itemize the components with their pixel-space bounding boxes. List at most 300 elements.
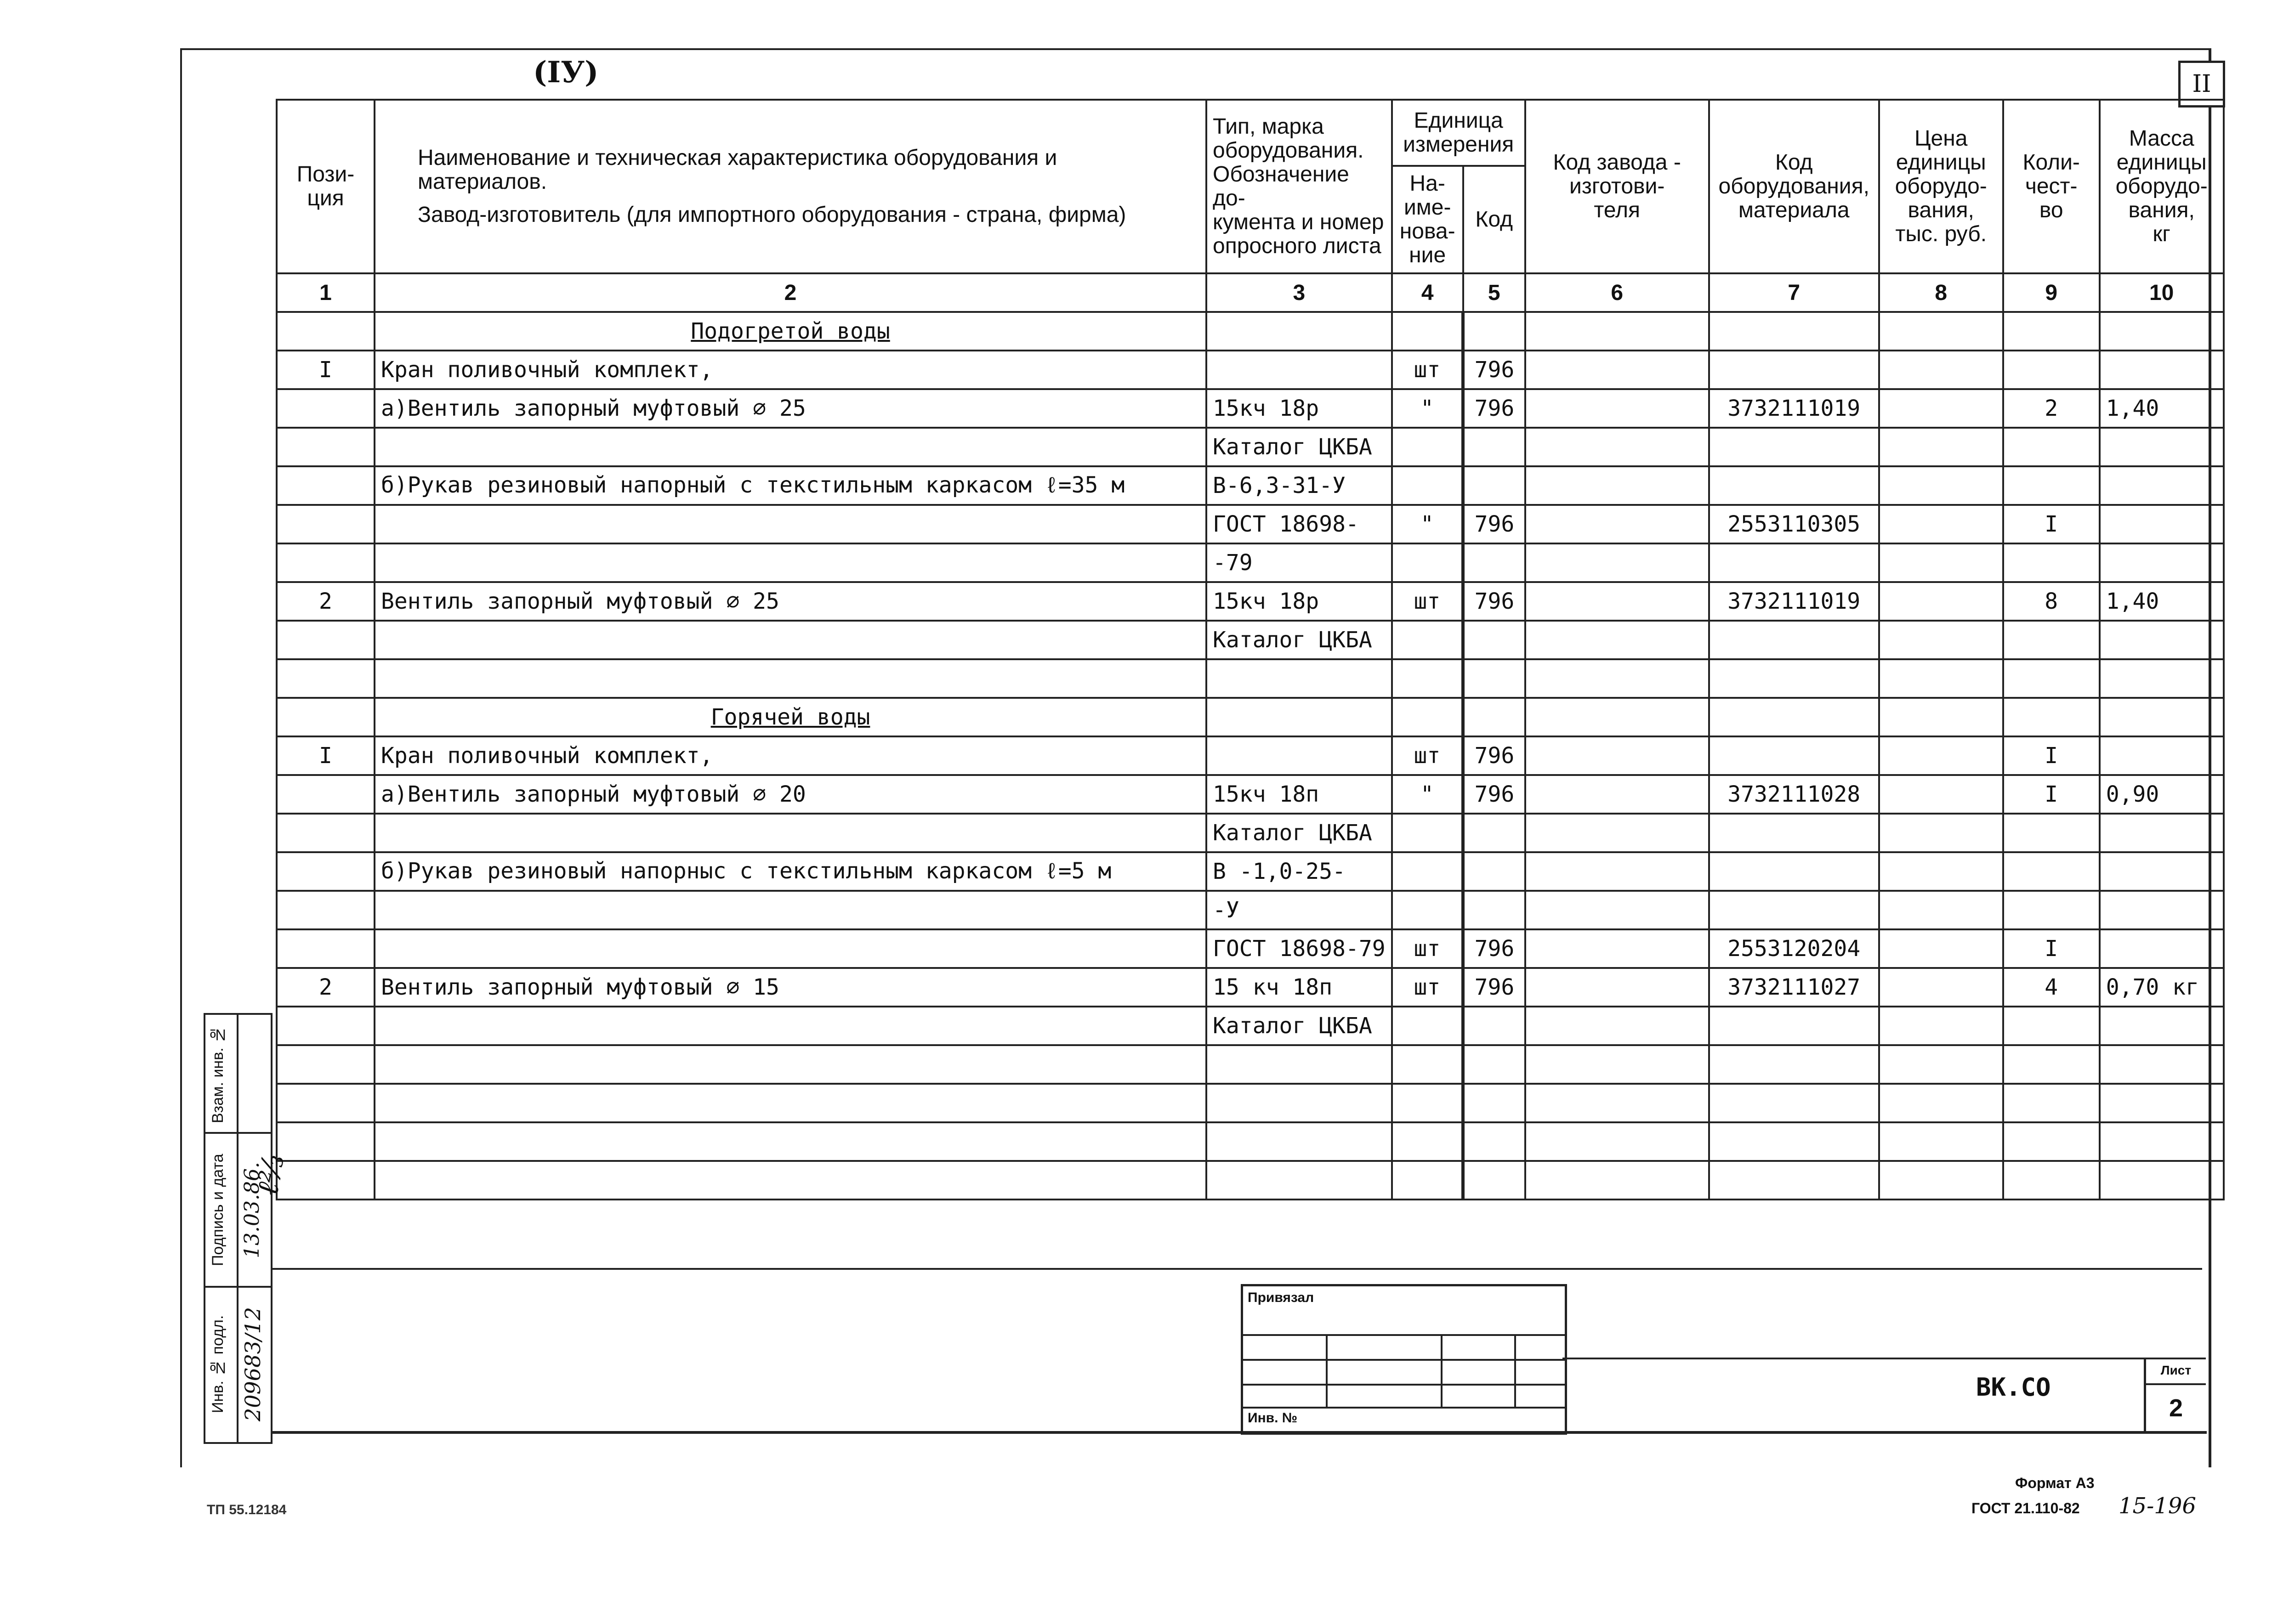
header-mass: Масса единицы оборудо- вания, кг [2100,100,2224,273]
format-label: Формат А3 [2015,1475,2095,1491]
cell-position [277,621,375,659]
cell-equipment-code: 2553120204 [1709,929,1879,968]
cell-unit: " [1392,389,1463,428]
table-row [277,659,2224,698]
cell-name: Вентиль запорный муфтовый ∅ 15 [375,968,1206,1007]
cell-mass [2100,1084,2224,1122]
cell-unit: шт [1392,582,1463,621]
cell-mass: 0,90 [2100,775,2224,814]
cell-name [375,659,1206,698]
cell-equipment-code [1709,428,1879,466]
cell-quantity [2003,351,2100,389]
table-row [277,929,2224,968]
cell-factory-code [1525,1084,1709,1122]
cell-type [1206,659,1392,698]
cell-position [277,543,375,582]
stamp-vzam-label: Взам. инв. № [209,1025,227,1124]
title-block-line [1562,1358,2206,1359]
binding-line [1243,1407,1565,1409]
cell-mass [2100,929,2224,968]
cell-factory-code [1525,1161,1709,1200]
cell-unit-code [1463,428,1525,466]
corner-sheet-number: II [2178,61,2225,108]
table-row [277,428,2224,466]
header-name-line2: Завод-изготовитель (для импортного оборудования - страна, фирма) [418,203,1126,227]
cell-unit-code [1463,1122,1525,1161]
cell-name [375,1161,1206,1200]
binding-block [1241,1284,1567,1435]
cell-equipment-code [1709,466,1879,505]
cell-price [1879,929,2003,968]
cell-unit-code: 796 [1463,389,1525,428]
stamp-vzam-value [240,1019,268,1130]
binding-label: Привязал [1248,1290,1314,1305]
specification-table [276,99,2225,1200]
cell-unit [1392,1122,1463,1161]
cell-position [277,929,375,968]
cell-equipment-code [1709,1122,1879,1161]
col-num: 7 [1709,273,1879,312]
cell-unit [1392,621,1463,659]
cell-factory-code [1525,505,1709,543]
col-num: 10 [2100,273,2224,312]
sheet-box [2144,1358,2206,1431]
cell-equipment-code: 3732111019 [1709,582,1879,621]
cell-position [277,1084,375,1122]
cell-price [1879,505,2003,543]
cell-unit-code: 796 [1463,736,1525,775]
cell-equipment-code [1709,312,1879,351]
cell-unit [1392,312,1463,351]
cell-name: Вентиль запорный муфтовый ∅ 25 [375,582,1206,621]
cell-unit [1392,891,1463,929]
cell-position [277,312,375,351]
cell-position [277,1045,375,1084]
header-quantity: Коли- чест- во [2003,100,2100,273]
table-row [277,1007,2224,1045]
cell-quantity: I [2003,505,2100,543]
binding-line [1243,1384,1565,1386]
sheet-label: Лист [2146,1358,2206,1385]
cell-factory-code [1525,929,1709,968]
binding-vline [1514,1336,1516,1408]
stamp-sign-label: Подпись и дата [209,1154,227,1267]
cell-position [277,891,375,929]
cell-position [277,852,375,891]
cell-equipment-code [1709,543,1879,582]
cell-mass [2100,698,2224,736]
cell-unit-code: 796 [1463,505,1525,543]
cell-equipment-code: 3732111019 [1709,389,1879,428]
cell-position [277,814,375,852]
column-number-row [277,273,2224,312]
cell-price [1879,1161,2003,1200]
cell-quantity [2003,1122,2100,1161]
cell-mass [2100,852,2224,891]
cell-name [375,621,1206,659]
header-unit-code: Код [1463,166,1525,273]
binding-vline [1441,1336,1443,1408]
cell-mass [2100,543,2224,582]
table-row [277,312,2224,351]
cell-unit: шт [1392,968,1463,1007]
cell-unit: шт [1392,929,1463,968]
cell-unit-code [1463,1084,1525,1122]
cell-mass [2100,891,2224,929]
cell-position [277,1122,375,1161]
header-factory-code: Код завода - изготови- теля [1525,100,1709,273]
cell-quantity [2003,1007,2100,1045]
cell-unit-code [1463,312,1525,351]
cell-type [1206,1122,1392,1161]
cell-unit: шт [1392,736,1463,775]
table-row [277,852,2224,891]
cell-quantity: 8 [2003,582,2100,621]
table-row [277,505,2224,543]
cell-unit-code [1463,543,1525,582]
cell-type [1206,1084,1392,1122]
cell-factory-code [1525,852,1709,891]
cell-type: ГОСТ 18698-79 [1206,929,1392,968]
cell-unit [1392,428,1463,466]
cell-unit [1392,543,1463,582]
table-row [277,698,2224,736]
cell-mass [2100,621,2224,659]
side-stamp [204,1013,273,1444]
cell-unit-code [1463,659,1525,698]
cell-price [1879,775,2003,814]
section-label: (IУ) [533,55,599,90]
cell-quantity [2003,814,2100,852]
table-row [277,621,2224,659]
cell-position [277,775,375,814]
col-num: 5 [1463,273,1525,312]
gost-label: ГОСТ 21.110-82 [1971,1500,2080,1516]
gost-handwritten: 15-196 [2119,1493,2196,1519]
cell-name: б)Рукав резиновый напорный с текстильным каркасом ℓ=35 м [375,466,1206,505]
tp-code: ТП 55.12184 [207,1502,287,1517]
stamp-inv-value: 20968З/12 [240,1307,265,1421]
cell-price [1879,466,2003,505]
cell-unit-code [1463,1161,1525,1200]
stamp-separator [205,1286,271,1288]
cell-position [277,659,375,698]
cell-quantity: I [2003,929,2100,968]
cell-factory-code [1525,968,1709,1007]
cell-type [1206,736,1392,775]
cell-price [1879,389,2003,428]
cell-name [375,891,1206,929]
stamp-divider [237,1015,239,1442]
cell-unit [1392,466,1463,505]
cell-quantity [2003,428,2100,466]
cell-factory-code [1525,312,1709,351]
cell-factory-code [1525,1007,1709,1045]
table-bottom-line [272,1268,2202,1270]
section-heading: Подогретой воды [375,312,1206,351]
document-code: ВК.СО [1976,1373,2051,1402]
table-row [277,543,2224,582]
table-row [277,466,2224,505]
cell-price [1879,1122,2003,1161]
cell-name: Кран поливочный комплект, [375,351,1206,389]
col-num: 1 [277,273,375,312]
cell-quantity [2003,659,2100,698]
cell-unit [1392,1084,1463,1122]
cell-quantity [2003,852,2100,891]
table-header-row-1 [277,100,2224,166]
cell-unit [1392,852,1463,891]
cell-position [277,466,375,505]
cell-factory-code [1525,1045,1709,1084]
cell-equipment-code: 3732111027 [1709,968,1879,1007]
cell-mass [2100,736,2224,775]
cell-unit: шт [1392,351,1463,389]
cell-equipment-code [1709,891,1879,929]
cell-price [1879,698,2003,736]
cell-quantity [2003,466,2100,505]
table-row [277,1122,2224,1161]
table-row [277,1161,2224,1200]
cell-price [1879,312,2003,351]
cell-mass [2100,814,2224,852]
cell-factory-code [1525,621,1709,659]
cell-name [375,543,1206,582]
header-name [375,100,1206,273]
cell-type: 15кч 18п [1206,775,1392,814]
cell-type: В-6,3-31-У [1206,466,1392,505]
cell-mass [2100,466,2224,505]
header-unit-name: На- име- нова- ние [1392,166,1463,273]
cell-unit [1392,659,1463,698]
cell-name [375,505,1206,543]
cell-position [277,1007,375,1045]
cell-name [375,814,1206,852]
cell-equipment-code [1709,698,1879,736]
section-heading: Горячей воды [375,698,1206,736]
table-row [277,736,2224,775]
cell-quantity [2003,312,2100,351]
cell-position: 2 [277,968,375,1007]
stamp-inv-label: Инв. № подл. [209,1315,227,1413]
cell-type: -У [1206,891,1392,929]
cell-unit: " [1392,775,1463,814]
cell-price [1879,582,2003,621]
cell-mass: 1,40 [2100,389,2224,428]
cell-unit-code [1463,1045,1525,1084]
cell-type: 15кч 18р [1206,389,1392,428]
cell-unit-code: 796 [1463,582,1525,621]
cell-factory-code [1525,582,1709,621]
cell-type [1206,1161,1392,1200]
cell-quantity [2003,543,2100,582]
cell-type: Каталог ЦКБА [1206,814,1392,852]
cell-mass [2100,1007,2224,1045]
cell-price [1879,351,2003,389]
cell-position [277,1161,375,1200]
cell-type: Каталог ЦКБА [1206,1007,1392,1045]
cell-unit-code [1463,621,1525,659]
cell-factory-code [1525,466,1709,505]
cell-factory-code [1525,351,1709,389]
cell-mass [2100,505,2224,543]
cell-price [1879,621,2003,659]
col-num: 2 [375,273,1206,312]
cell-unit-code [1463,698,1525,736]
cell-price [1879,814,2003,852]
cell-unit [1392,814,1463,852]
cell-factory-code [1525,698,1709,736]
cell-unit: " [1392,505,1463,543]
cell-factory-code [1525,814,1709,852]
cell-equipment-code [1709,1045,1879,1084]
cell-position: 2 [277,582,375,621]
sheet-value: 2 [2169,1394,2183,1422]
cell-mass [2100,659,2224,698]
cell-position [277,428,375,466]
cell-quantity [2003,621,2100,659]
cell-unit-code [1463,891,1525,929]
cell-type [1206,698,1392,736]
cell-price [1879,968,2003,1007]
cell-name [375,1007,1206,1045]
binding-line [1243,1334,1565,1336]
cell-price [1879,736,2003,775]
cell-position [277,505,375,543]
cell-price [1879,659,2003,698]
cell-equipment-code [1709,852,1879,891]
cell-unit [1392,1007,1463,1045]
cell-equipment-code: 2553110305 [1709,505,1879,543]
cell-unit-code: 796 [1463,775,1525,814]
cell-unit [1392,1161,1463,1200]
cell-quantity: I [2003,775,2100,814]
cell-equipment-code [1709,736,1879,775]
table-row [277,775,2224,814]
cell-unit-code: 796 [1463,929,1525,968]
header-type: Тип, марка оборудования. Обозначение до- кумента и номер опросного листа [1206,100,1392,273]
cell-type: ГОСТ 18698- [1206,505,1392,543]
cell-mass [2100,1045,2224,1084]
cell-quantity [2003,1161,2100,1200]
cell-equipment-code [1709,1161,1879,1200]
cell-unit [1392,698,1463,736]
cell-quantity [2003,698,2100,736]
header-equipment-code: Код оборудования, материала [1709,100,1879,273]
table-row [277,1084,2224,1122]
cell-name [375,1084,1206,1122]
table-row [277,1045,2224,1084]
cell-mass: 1,40 [2100,582,2224,621]
cell-type: В -1,0-25- [1206,852,1392,891]
col-num: 9 [2003,273,2100,312]
cell-quantity [2003,891,2100,929]
header-name-line1: Наименование и техническая характеристика оборудования и материалов. [418,146,1057,194]
cell-name: б)Рукав резиновый напорныс с текстильным каркасом ℓ=5 м [375,852,1206,891]
cell-name: а)Вентиль запорный муфтовый ∅ 20 [375,775,1206,814]
cell-factory-code [1525,1122,1709,1161]
cell-position [277,389,375,428]
cell-factory-code [1525,891,1709,929]
cell-equipment-code [1709,621,1879,659]
cell-mass [2100,1122,2224,1161]
cell-position: I [277,351,375,389]
cell-unit-code [1463,814,1525,852]
cell-price [1879,543,2003,582]
cell-type [1206,351,1392,389]
bottom-border [272,1431,2207,1434]
header-price: Цена единицы оборудо- вания, тыс. руб. [1879,100,2003,273]
cell-name: а)Вентиль запорный муфтовый ∅ 25 [375,389,1206,428]
cell-unit [1392,1045,1463,1084]
cell-factory-code [1525,775,1709,814]
col-num: 6 [1525,273,1709,312]
cell-type: 15кч 18р [1206,582,1392,621]
cell-price [1879,852,2003,891]
cell-unit-code [1463,852,1525,891]
header-unit: Единица измерения [1392,100,1525,166]
cell-factory-code [1525,736,1709,775]
cell-unit-code [1463,1007,1525,1045]
cell-name: Кран поливочный комплект, [375,736,1206,775]
cell-name [375,1045,1206,1084]
header-position: Пози- ция [277,100,375,273]
cell-name [375,929,1206,968]
cell-price [1879,891,2003,929]
cell-quantity [2003,1084,2100,1122]
cell-type: -79 [1206,543,1392,582]
col-num: 4 [1392,273,1463,312]
cell-price [1879,1084,2003,1122]
cell-name [375,1122,1206,1161]
cell-position: I [277,736,375,775]
cell-quantity [2003,1045,2100,1084]
cell-quantity: 2 [2003,389,2100,428]
cell-price [1879,1007,2003,1045]
table-row [277,814,2224,852]
col-num: 8 [1879,273,2003,312]
cell-equipment-code [1709,1084,1879,1122]
cell-unit-code [1463,466,1525,505]
table-row [277,351,2224,389]
binding-line [1243,1359,1565,1361]
table-row [277,968,2224,1007]
binding-inv-label: Инв. № [1248,1410,1298,1426]
cell-name [375,428,1206,466]
cell-equipment-code [1709,1007,1879,1045]
cell-mass [2100,428,2224,466]
stamp-sign-value: 13.03.86. [240,1162,264,1258]
cell-type: Каталог ЦКБА [1206,621,1392,659]
cell-factory-code [1525,543,1709,582]
table-row [277,389,2224,428]
cell-mass [2100,1161,2224,1200]
table-row [277,582,2224,621]
cell-equipment-code [1709,351,1879,389]
cell-equipment-code: 3732111028 [1709,775,1879,814]
table-row [277,891,2224,929]
cell-equipment-code [1709,659,1879,698]
cell-type: 15 кч 18п [1206,968,1392,1007]
cell-type [1206,1045,1392,1084]
cell-price [1879,1045,2003,1084]
stamp-separator [205,1132,271,1134]
col-num: 3 [1206,273,1392,312]
cell-factory-code [1525,659,1709,698]
signature: ℓ⅔ [250,1151,291,1198]
cell-factory-code [1525,428,1709,466]
cell-unit-code: 796 [1463,351,1525,389]
